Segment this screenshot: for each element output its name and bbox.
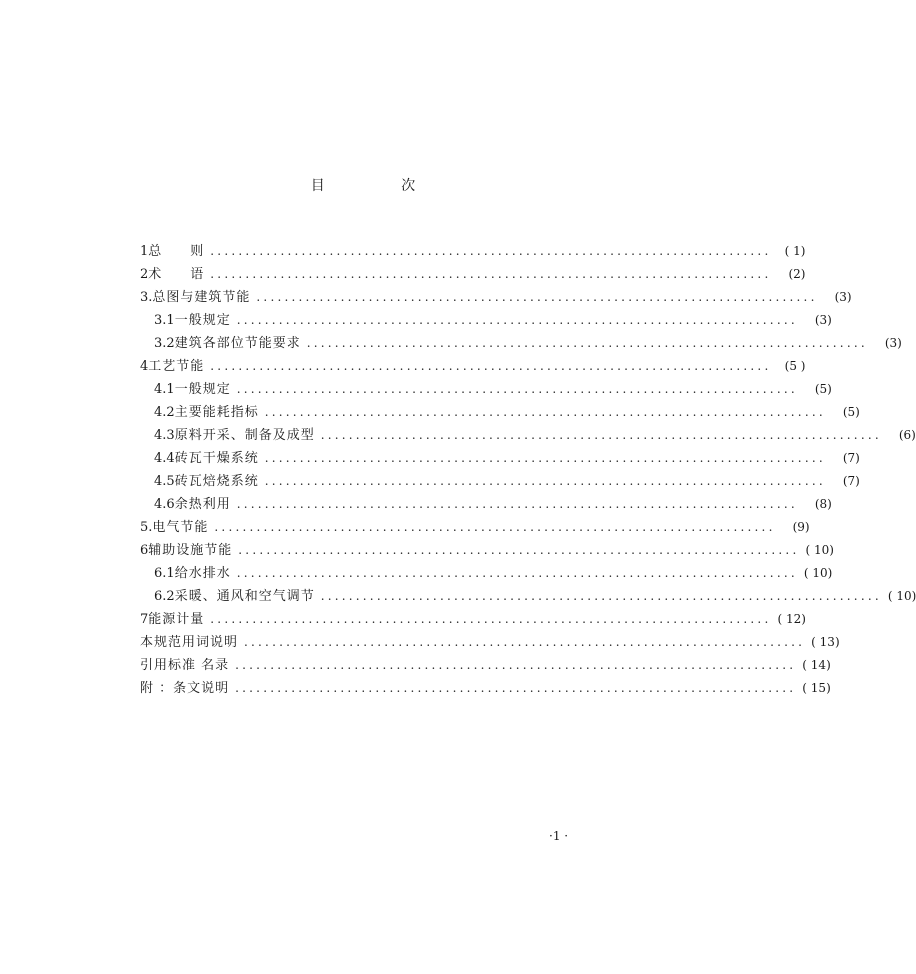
toc-entry-label: 附 ：条文说明 xyxy=(140,681,230,696)
dot-leader: ................................................................................ xyxy=(256,290,818,304)
toc-entry-number: 4.1 xyxy=(154,382,175,397)
toc-entry-number: 3.2 xyxy=(154,336,175,351)
dot-leader: ................................................................................ xyxy=(210,244,772,258)
toc-entry-number: 3. xyxy=(140,290,153,305)
page-number: ·1 · xyxy=(549,829,569,843)
toc-entry-page: ( 14) xyxy=(802,658,831,672)
toc-entry[interactable] xyxy=(140,608,806,631)
toc-entry-page: (5) xyxy=(814,382,832,396)
toc-entry[interactable] xyxy=(140,240,806,263)
toc-entry-label: 总 则 xyxy=(148,244,205,259)
toc-entry-label: 能源计量 xyxy=(148,612,205,627)
toc-entry-number: 4.2 xyxy=(154,405,175,420)
toc-entry-label: 引用标准 名录 xyxy=(140,658,230,673)
dot-leader: ................................................................................ xyxy=(214,520,776,534)
toc-entry[interactable] xyxy=(140,677,831,700)
table-of-contents xyxy=(140,240,916,700)
toc-entry-label: 原料开采、制备及成型 xyxy=(174,428,315,443)
dot-leader: ................................................................................ xyxy=(244,635,806,649)
toc-entry-number: 3.1 xyxy=(154,313,175,328)
dot-leader: ................................................................................ xyxy=(264,405,826,419)
toc-entry[interactable] xyxy=(140,447,860,470)
toc-entry-label: 给水排水 xyxy=(174,566,231,581)
toc-entry[interactable] xyxy=(140,332,902,355)
toc-entry[interactable] xyxy=(140,516,810,539)
toc-entry-page: (9) xyxy=(792,520,810,534)
toc-entry-number: 2 xyxy=(140,267,149,282)
toc-entry-label: 术 语 xyxy=(148,267,205,282)
dot-leader: ................................................................................ xyxy=(236,313,798,327)
toc-entry-page: ( 10) xyxy=(887,589,916,603)
toc-entry-page: ( 15) xyxy=(802,681,831,695)
dot-leader: ................................................................................ xyxy=(210,267,772,281)
toc-entry-label: 本规范用词说明 xyxy=(140,635,239,650)
toc-entry-page: (3) xyxy=(884,336,902,350)
toc-entry-page: (3) xyxy=(814,313,832,327)
dot-leader: ................................................................................ xyxy=(320,428,882,442)
toc-entry-page: ( 13) xyxy=(811,635,840,649)
toc-entry-label: 主要能耗指标 xyxy=(174,405,259,420)
toc-entry-page: (5) xyxy=(842,405,860,419)
toc-entry[interactable] xyxy=(140,470,860,493)
toc-entry[interactable] xyxy=(140,309,832,332)
toc-entry[interactable] xyxy=(140,286,852,309)
toc-entry-label: 电气节能 xyxy=(152,520,209,535)
toc-entry[interactable] xyxy=(140,424,916,447)
toc-entry-label: 工艺节能 xyxy=(148,359,205,374)
dot-leader: ................................................................................ xyxy=(306,336,868,350)
toc-entry-number: 7 xyxy=(140,612,149,627)
toc-entry-page: ( 10) xyxy=(803,566,833,580)
toc-entry-page: (6) xyxy=(898,428,916,442)
toc-entry-number: 4.3 xyxy=(154,428,175,443)
toc-entry-number: 4 xyxy=(140,359,149,374)
toc-entry-page: ( 1) xyxy=(784,244,806,258)
dot-leader: ................................................................................ xyxy=(236,497,798,511)
toc-entry-label: 一般规定 xyxy=(174,313,231,328)
toc-entry[interactable] xyxy=(140,493,832,516)
dot-leader: ................................................................................ xyxy=(264,474,826,488)
toc-entry-label: 余热利用 xyxy=(174,497,231,512)
dot-leader: ................................................................................ xyxy=(235,681,797,695)
toc-entry-number: 6 xyxy=(140,543,149,558)
toc-entry[interactable] xyxy=(140,654,831,677)
dot-leader: ................................................................................ xyxy=(264,451,826,465)
toc-entry-page: (7) xyxy=(842,451,860,465)
toc-entry[interactable] xyxy=(140,631,840,654)
toc-entry[interactable] xyxy=(140,263,806,286)
dot-leader: ................................................................................ xyxy=(238,543,800,557)
toc-entry-number: 1 xyxy=(140,244,149,259)
toc-entry[interactable] xyxy=(140,585,916,608)
dot-leader: ................................................................................ xyxy=(236,566,798,580)
toc-entry-label: 砖瓦干燥系统 xyxy=(174,451,259,466)
dot-leader: ................................................................................ xyxy=(210,359,772,373)
toc-entry-label: 建筑各部位节能要求 xyxy=(174,336,301,351)
toc-entry[interactable] xyxy=(140,401,860,424)
toc-entry-number: 4.4 xyxy=(154,451,175,466)
toc-entry-page: (5 ) xyxy=(784,359,806,373)
toc-entry-number: 4.5 xyxy=(154,474,175,489)
toc-entry-number: 6.2 xyxy=(154,589,175,604)
toc-title: 目 次 xyxy=(310,178,452,194)
dot-leader: ................................................................................ xyxy=(236,382,798,396)
toc-entry-label: 辅助设施节能 xyxy=(148,543,233,558)
toc-entry-page: (3) xyxy=(834,290,852,304)
toc-entry-label: 总图与建筑节能 xyxy=(152,290,251,305)
dot-leader: ................................................................................ xyxy=(235,658,797,672)
toc-entry-label: 砖瓦焙烧系统 xyxy=(174,474,259,489)
toc-entry[interactable] xyxy=(140,355,806,378)
toc-entry-page: ( 10) xyxy=(805,543,834,557)
toc-entry-label: 一般规定 xyxy=(174,382,231,397)
toc-entry[interactable] xyxy=(140,539,834,562)
toc-entry-page: (8) xyxy=(814,497,832,511)
toc-entry-number: 5. xyxy=(140,520,153,535)
toc-entry-number: 4.6 xyxy=(154,497,175,512)
toc-entry-number: 6.1 xyxy=(154,566,175,581)
toc-entry-page: ( 12) xyxy=(777,612,806,626)
dot-leader: ................................................................................ xyxy=(210,612,772,626)
toc-entry[interactable] xyxy=(140,378,832,401)
toc-entry[interactable] xyxy=(140,562,833,585)
dot-leader: ................................................................................ xyxy=(320,589,882,603)
toc-entry-label: 采暖、通风和空气调节 xyxy=(174,589,315,604)
toc-entry-page: (2) xyxy=(788,267,806,281)
toc-entry-page: (7) xyxy=(842,474,860,488)
